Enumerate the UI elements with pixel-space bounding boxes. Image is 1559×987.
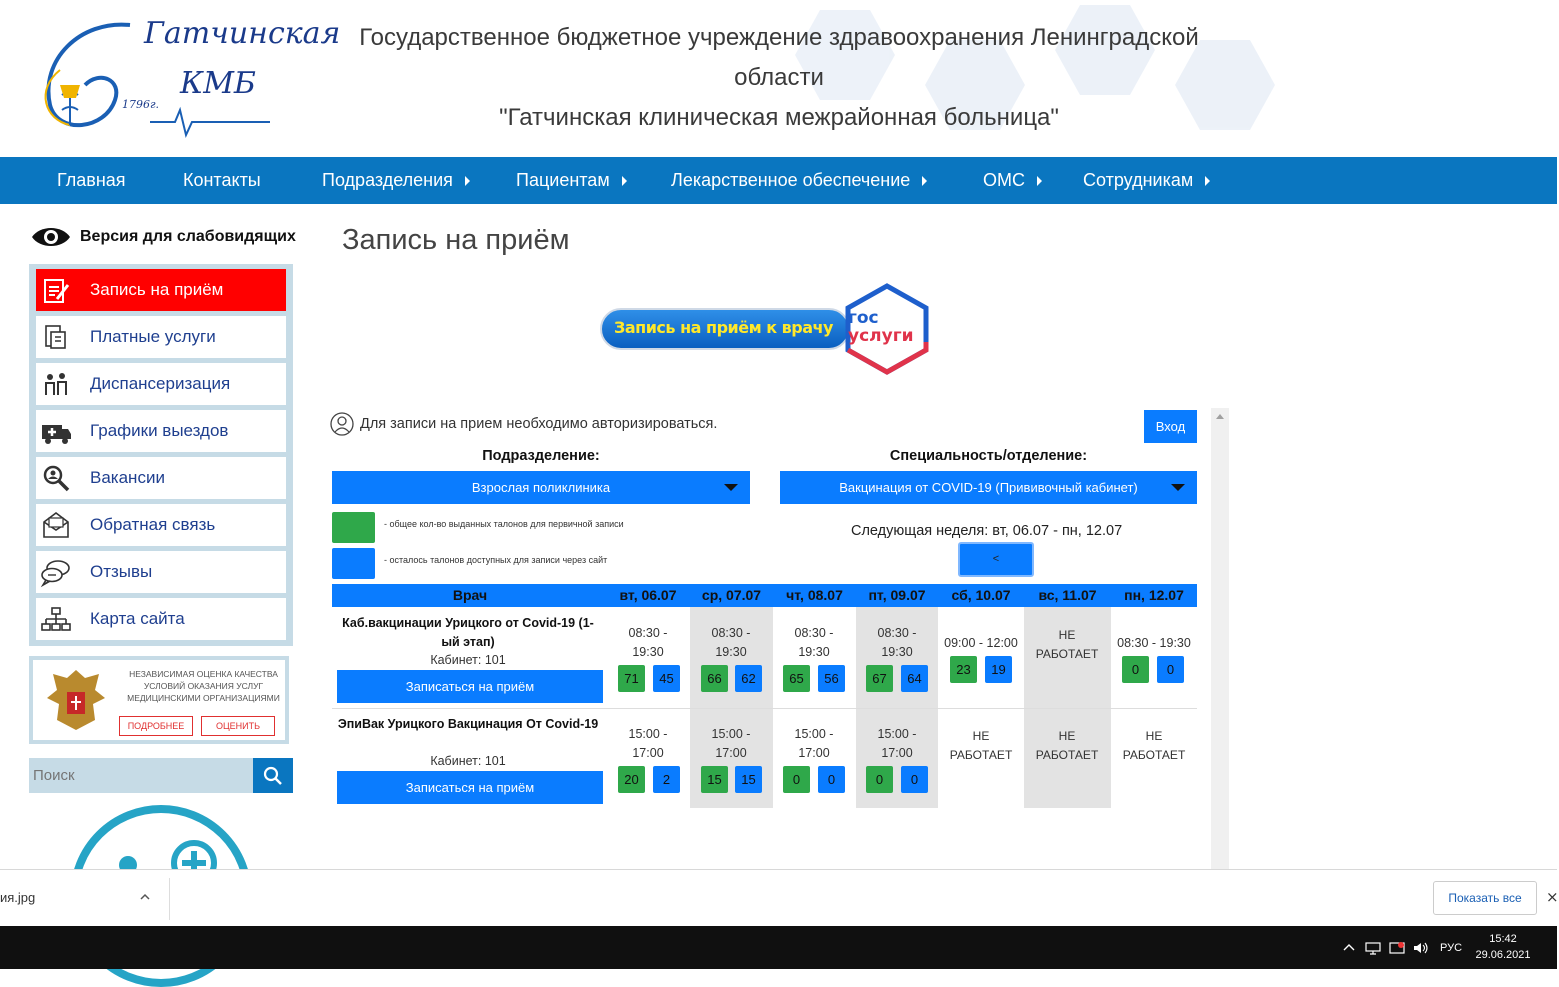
not-working-line2: РАБОТАЕТ [1122,748,1186,762]
caret-right-icon [1205,176,1210,186]
slot-time [773,624,855,662]
sidebar-item-label: Вакансии [90,468,165,487]
available-tickets-badge[interactable]: 0 [1157,656,1184,683]
slot-time [856,725,938,763]
low-vision-label: Версия для слабовидящих [80,228,296,245]
available-tickets-badge[interactable]: 2 [653,766,680,793]
total-tickets-badge[interactable]: 67 [866,665,893,692]
language-indicator[interactable]: РУС [1440,941,1463,954]
slot-time-end: 17:00 [798,746,830,760]
gosuslugi-banner-bar [600,308,850,350]
chevron-down-icon [1171,484,1185,491]
not-working-line2: РАБОТАЕТ [1035,748,1099,762]
sidebar-item-label: Графики выездов [90,421,229,440]
not-working-line1: НЕ [1145,729,1163,743]
more-info-button[interactable]: ПОДРОБНЕЕ [119,716,193,736]
logo-title-line2: КМБ [180,66,256,101]
slot-time [607,624,689,662]
slot-time [690,624,772,662]
sidebar-item-appointment[interactable] [36,269,286,311]
not-working-line1: НЕ [972,729,990,743]
nav-item-label: Главная [57,170,126,190]
slot-time-end: 19:30 [881,645,913,659]
doctor-column-header: Врач [452,587,488,603]
caret-right-icon [922,176,927,186]
quality-rating-inner [33,660,285,740]
search-box [29,758,293,793]
download-file-name[interactable]: ия.jpg [0,890,36,905]
total-tickets-badge[interactable]: 23 [950,656,977,683]
slot-time-start: 08:30 - [794,626,834,640]
day-header: вс, 11.07 [1038,587,1097,603]
sitemap-icon [40,603,72,635]
legend-green-swatch [332,512,375,543]
slot-time-start: 15:00 - [711,727,751,741]
search-button[interactable] [253,758,293,793]
close-download-bar-button[interactable]: × [1546,888,1559,906]
slot-time-start: 15:00 - [794,727,834,741]
sidebar-item-sitemap[interactable] [36,598,286,640]
doctor-cabinet: Кабинет: 101 [430,754,506,768]
total-tickets-badge[interactable]: 66 [701,665,728,692]
network-icon[interactable] [1364,941,1382,955]
department-label: Подразделение: [482,448,600,464]
sidebar-item-paid-services[interactable] [36,316,286,358]
legend-available-text: - осталось талонов доступных для записи через сайт [384,555,608,565]
tray-icons [1342,926,1462,969]
day-header: ср, 07.07 [701,587,762,603]
caret-right-icon [465,176,470,186]
download-bar-divider [169,878,170,920]
not-working-line2: РАБОТАЕТ [1035,647,1099,661]
available-tickets-badge[interactable]: 62 [735,665,762,692]
total-tickets-badge[interactable]: 0 [866,766,893,793]
logo-year: 1796г. [122,98,160,111]
total-tickets-badge[interactable]: 15 [701,766,728,793]
slot-time-start: 15:00 - [877,727,917,741]
gosuslugi-banner[interactable] [598,280,934,378]
slot-time-end: 19:30 [798,645,830,659]
paid-services-icon [40,321,72,353]
available-tickets-badge[interactable]: 0 [901,766,928,793]
not-working-label [1024,626,1110,664]
slot-time [690,725,772,763]
slot-time [938,634,1024,653]
total-tickets-badge[interactable]: 71 [618,665,645,692]
gosuslugi-brand-line1: гос [848,308,879,328]
slot-time-end: 17:00 [881,746,913,760]
show-all-downloads-button[interactable]: Показать все [1433,881,1537,915]
sidebar-menu [29,264,293,646]
search-person-icon [40,462,72,494]
user-icon [330,412,354,436]
specialty-select[interactable] [780,471,1197,504]
sidebar-item-label: Диспансеризация [90,374,231,393]
institution-title-line3: "Гатчинская клиническая межрайонная больница" [499,104,1059,131]
auth-notice [330,412,717,436]
row-separator [332,708,1197,709]
slot-time-end: 17:00 [715,746,747,760]
week-label: Следующая неделя: вт, 06.07 - пн, 12.07 [851,523,1123,539]
widget-scrollbar[interactable] [1211,408,1229,870]
book-appointment-button[interactable]: Записаться на приём [337,670,603,703]
download-bar [0,869,1557,926]
notification-icon[interactable] [1388,941,1406,955]
legend-total-text: - общее кол-во выданных талонов для первичной записи [384,519,624,529]
slot-time-start: 08:30 - [711,626,751,640]
available-tickets-badge[interactable]: 15 [735,766,762,793]
nav-item-contacts[interactable] [183,157,261,204]
ambulance-icon [40,415,72,447]
slot-time [1111,634,1197,653]
slot-time-end: 17:00 [632,746,664,760]
available-tickets-badge[interactable]: 64 [901,665,928,692]
not-working-label [1024,727,1110,765]
nav-item-label: Пациентам [516,170,610,190]
slot-time-start: 15:00 - [628,727,668,741]
search-input[interactable] [29,758,253,793]
sidebar-item-label: Карта сайта [90,609,185,628]
envelope-icon [40,509,72,541]
sidebar-item-dispanserization[interactable] [36,363,286,405]
available-tickets-badge[interactable]: 45 [653,665,680,692]
nav-item-home[interactable] [57,157,126,204]
not-working-label [938,727,1024,765]
available-tickets-badge[interactable]: 0 [818,766,845,793]
doctor-cabinet: Кабинет: 101 [430,653,506,667]
total-tickets-badge[interactable]: 0 [783,766,810,793]
not-working-line1: НЕ [1058,729,1076,743]
eye-icon [30,223,72,251]
doctor-name: ЭпиВак Урицкого Вакцинация От Covid-19 [337,717,599,731]
sidebar-item-label: Запись на приём [90,280,224,299]
nav-item-label: ОМС [983,170,1025,190]
quality-rating-text: НЕЗАВИСИМАЯ ОЦЕНКА КАЧЕСТВА УСЛОВИЙ ОКАЗАНИЯ УСЛУГ МЕДИЦИНСКИМИ ОРГАНИЗАЦИЯМИ [127,669,280,703]
quality-rating-banner [29,656,289,744]
not-working-line2: РАБОТАЕТ [949,748,1013,762]
day-header: пн, 12.07 [1124,587,1184,603]
total-tickets-badge[interactable]: 65 [783,665,810,692]
day-header: чт, 08.07 [786,587,843,603]
sidebar-item-reviews[interactable] [36,551,286,593]
sidebar-item-label: Платные услуги [90,327,216,346]
schedule-table-header [332,584,1197,607]
institution-title-line2: области [734,64,824,91]
department-select[interactable] [332,471,750,504]
sidebar-item-label: Обратная связь [90,515,216,534]
site-header [0,0,1557,157]
sidebar-item-vacancies[interactable] [36,457,286,499]
main-nav [0,157,1557,204]
not-working-line1: НЕ [1058,628,1076,642]
available-tickets-badge[interactable]: 56 [818,665,845,692]
rate-button[interactable]: ОЦЕНИТЬ [201,716,275,736]
specialty-select-value: Вакцинация от COVID-19 (Прививочный кабинет) [839,480,1138,495]
volume-icon[interactable] [1412,941,1430,955]
slot-time [856,624,938,662]
coat-of-arms-icon [39,664,113,738]
total-tickets-badge[interactable]: 20 [618,766,645,793]
chat-icon [40,556,72,588]
specialty-label: Специальность/отделение: [889,448,1088,464]
scroll-up-icon[interactable] [1216,414,1224,419]
sidebar-item-label: Отзывы [90,562,153,581]
nav-item-staff[interactable] [1083,157,1210,204]
low-vision-toggle[interactable] [30,222,296,252]
slot-time [607,725,689,763]
slot-time-start: 08:30 - [877,626,917,640]
legend-blue-swatch [332,548,375,579]
slot-time-range: 09:00 - 12:00 [944,636,1018,650]
nav-item-label: Контакты [183,170,261,190]
slot-time-range: 08:30 - 19:30 [1117,636,1191,650]
total-tickets-badge[interactable]: 0 [1122,656,1149,683]
site-logo[interactable] [30,10,341,145]
login-button[interactable]: Вход [1144,410,1197,443]
sidebar-item-feedback[interactable] [36,504,286,546]
nav-item-medicine[interactable] [671,157,927,204]
slot-time-start: 08:30 - [628,626,668,640]
slot-time-end: 19:30 [715,645,747,659]
auth-notice-text: Для записи на прием необходимо авторизироваться. [360,416,718,432]
caret-right-icon [1037,176,1042,186]
doctor-patient-icon [40,368,72,400]
nav-item-label: Лекарственное обеспечение [671,170,911,190]
day-header: пт, 09.07 [868,587,926,603]
institution-title-line1: Государственное бюджетное учреждение здравоохранения Ленинградской [359,24,1199,51]
chevron-down-icon [724,484,738,491]
taskbar-clock[interactable] [1468,931,1538,963]
nav-item-label: Сотрудникам [1083,170,1194,190]
nav-item-departments[interactable] [322,157,470,204]
doctor-name: Каб.вакцинации Урицкого от Covid-19 (1-ый этап) [342,616,594,649]
gosuslugi-brand-line2: услуги [848,326,914,346]
slot-time [773,725,855,763]
sidebar-item-departures[interactable] [36,410,286,452]
book-appointment-button[interactable]: Записаться на приём [337,771,603,804]
taskbar [0,926,1557,969]
search-icon [263,766,283,786]
day-header: сб, 10.07 [951,587,1011,603]
clipboard-edit-icon [40,274,72,306]
gosuslugi-banner-text: Запись на приём к врачу [614,318,833,337]
appointment-widget [330,408,1200,870]
nav-item-patients[interactable] [516,157,627,204]
available-tickets-badge[interactable]: 19 [985,656,1012,683]
chevron-up-icon[interactable] [1342,941,1356,955]
prev-week-button[interactable]: < [958,542,1034,577]
day-header: вт, 06.07 [619,587,677,603]
clock-date: 29.06.2021 [1475,949,1531,961]
page-title: Запись на приём [342,224,570,256]
institution-title [330,18,1228,138]
nav-item-label: Подразделения [322,170,453,190]
department-select-value: Взрослая поликлиника [471,480,611,495]
nav-item-oms[interactable] [983,157,1042,204]
logo-title-line1: Гатчинская [144,16,341,51]
slot-time-end: 19:30 [632,645,664,659]
caret-right-icon [622,176,627,186]
chevron-up-icon[interactable] [140,892,150,902]
not-working-label [1111,727,1197,765]
clock-time: 15:42 [1489,933,1517,945]
